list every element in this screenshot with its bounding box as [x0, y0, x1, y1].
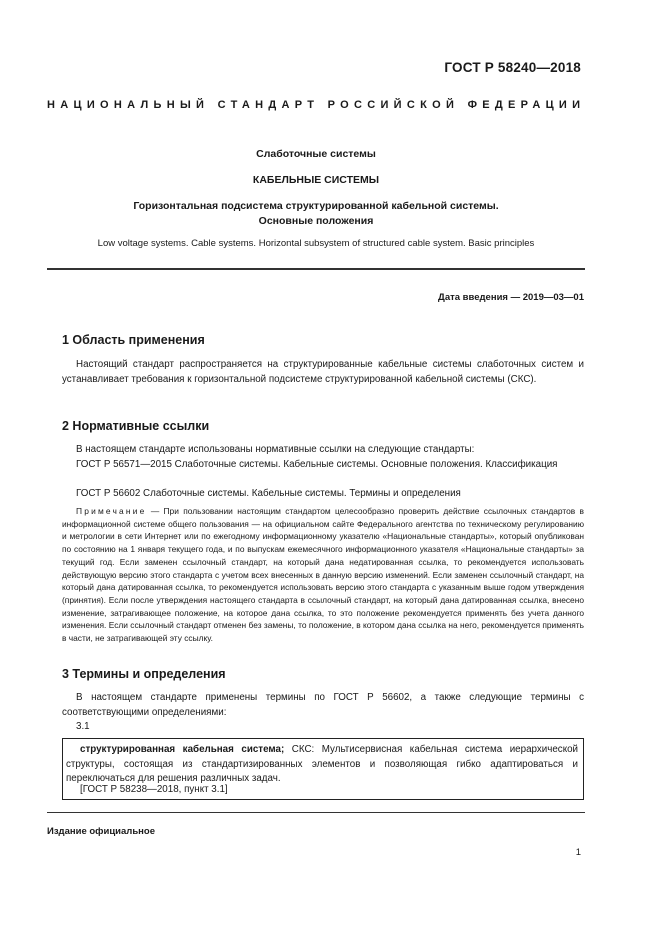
term-source-reference: [ГОСТ Р 58238—2018, пункт 3.1]: [80, 784, 228, 795]
english-title: Low voltage systems. Cable systems. Horizontal subsystem of structured cable system. Basic principles: [97, 238, 535, 249]
normative-reference-2: ГОСТ Р 56602 Слаботочные системы. Кабельные системы. Термины и определения: [76, 488, 461, 499]
subtitle-line-2: Основные положения: [258, 215, 374, 227]
section-3-intro: В настоящем стандарте применены термины по ГОСТ Р 56602, а также следующие термины с соответствующими определениями:: [62, 692, 584, 718]
official-edition-label: Издание официальное: [47, 826, 155, 837]
section-2-heading: 2 Нормативные ссылки: [62, 419, 210, 433]
section-1-heading: 1 Область применения: [62, 333, 205, 347]
section-2-note: [62, 505, 584, 645]
national-standard-title: НАЦИОНАЛЬНЫЙ СТАНДАРТ РОССИЙСКОЙ ФЕДЕРАЦИИ: [47, 99, 586, 111]
note-label: Примечание: [76, 506, 147, 516]
footer-divider: [47, 812, 585, 813]
normative-reference-1: ГОСТ Р 56571—2015 Слаботочные системы. Кабельные системы. Основные положения. Классификация: [76, 459, 558, 470]
page-number: 1: [575, 847, 581, 858]
section-3-heading: 3 Термины и определения: [62, 667, 226, 681]
document-subtitle: [47, 199, 585, 229]
subtitle-line-1: Горизонтальная подсистема структурированной кабельной системы.: [133, 200, 499, 212]
standard-number: ГОСТ Р 58240—2018: [444, 60, 581, 75]
section-1-text: Настоящий стандарт распространяется на структурированные кабельные системы слаботочных систем и устанавливает требования к горизонтальной подсистеме структурированной кабельной системы (СКС).: [62, 359, 584, 385]
document-subject: Слаботочные системы: [256, 148, 376, 160]
note-text: — При пользовании настоящим стандартом целесообразно проверить действие ссылочных стандартов в информационной системе общего пользования — на официальном сайте Федерального агентства по техническому регулированию и метрологии в сети Интернет или по ежегодному информационному указателю «Национальные стандарты», который опубликован по состоянию на 1 января текущего года, и по выпускам ежемесячного информационного указателя «Национальные стандарты» за текущий год. Если заменен ссылочный стандарт, на который дана недатированная ссылка, то рекомендуется использовать действующую версию этого стандарта с учетом всех внесенных в данную версию изменений. Если заменен ссылочный стандарт, на который дана датированная ссылка, то рекомендуется использовать версию этого стандарта с указанным выше годом утверждения (принятия). Если после утверждения настоящего стандарта в ссылочный стандарт, на который дана датированная ссылка, внесено изменение, затрагивающее положение, на которое дана ссылка, то это положение рекомендуется применять без учета данного изменения. Если ссылочный стандарт отменен без замены, то положение, в котором дана ссылка на него, рекомендуется применять в части, не затрагивающей эту ссылку.: [62, 506, 584, 644]
clause-number: 3.1: [76, 721, 90, 732]
title-divider: [47, 268, 585, 270]
term-description: СКС: Мультисервисная кабельная система иерархической структуры, состоящая из стандартизированных элементов и позволяющая гибко адаптироваться и переключаться для решения различных задач.: [66, 744, 579, 784]
term-name: структурированная кабельная система;: [80, 744, 285, 755]
term-definition-box: [62, 738, 584, 800]
section-2-intro: В настоящем стандарте использованы нормативные ссылки на следующие стандарты:: [76, 444, 475, 455]
introduction-date: Дата введения — 2019—03—01: [438, 292, 584, 303]
document-title: КАБЕЛЬНЫЕ СИСТЕМЫ: [252, 174, 380, 186]
term-definition: [66, 743, 578, 787]
